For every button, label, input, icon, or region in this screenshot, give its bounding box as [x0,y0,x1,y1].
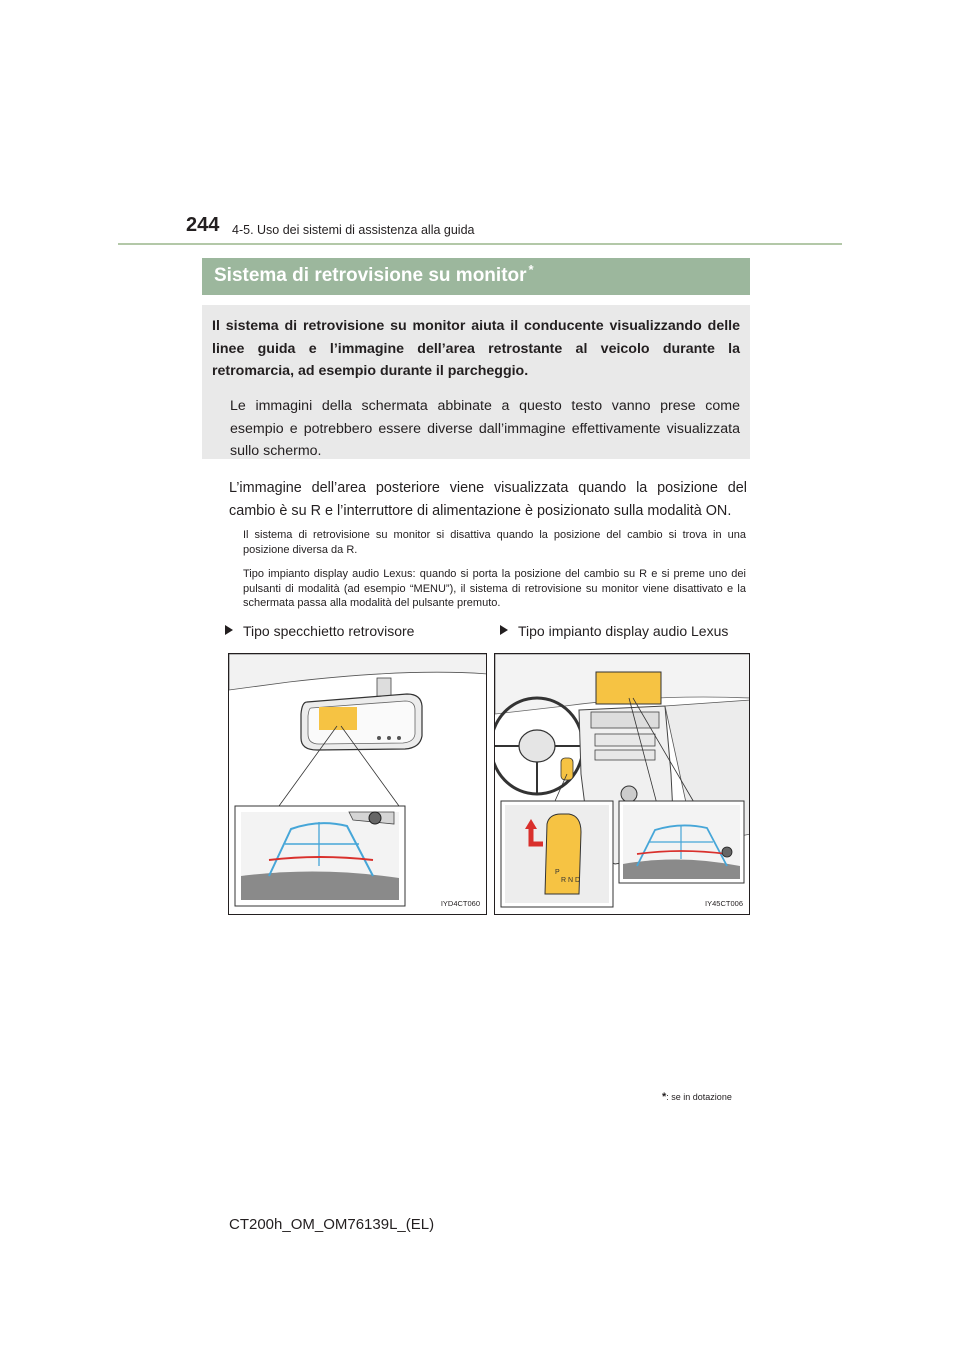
main-paragraph: L’immagine dell’area posteriore viene visualizzata quando la posizione del cambio è su R e l’interruttore di alimentazione è posizionato sulla modalità ON. [229,480,747,519]
dashboard-illustration [495,654,750,915]
figure-code: IYD4CT060 [440,899,480,908]
footnote [662,1091,732,1103]
footnote-marker: * [662,1091,667,1103]
note-item: Tipo impianto display audio Lexus: quando si porta la posizione del cambio su R e si preme uno dei pulsanti di modalità (ad esempio “MENU”), il sistema di retrovisione su monitor viene disattivato e la schermata passa alla modalità del pulsante premuto. [243,568,746,609]
figure-caption-mirror [225,623,414,639]
section-title [214,262,534,287]
running-header: 4-5. Uso dei sistemi di assistenza alla guida [232,223,475,237]
triangle-bullet-icon [500,625,508,635]
footer-document-code: CT200h_OM_OM76139L_(EL) [229,1216,435,1233]
intro-note: Le immagini della schermata abbinate a questo testo vanno prese come esempio e potrebbero essere diverse dall’immagine effettivamente visualizzata sullo schermo. [230,398,740,459]
optional-equipment-marker: * [528,262,534,277]
note-item: Il sistema di retrovisione su monitor si disattiva quando la posizione del cambio si trova in una posizione diversa da R. [243,529,746,556]
figure-mirror [228,653,487,915]
section-title-text: Sistema di retrovisione su monitor [214,265,527,286]
mirror-illustration [229,654,487,915]
footnote-text: : se in dotazione [666,1092,732,1102]
caption-text: Tipo impianto display audio Lexus [518,623,729,639]
figure-code: IY45CT006 [705,899,743,908]
triangle-bullet-icon [225,625,233,635]
svg-text:R N D: R N D [561,877,581,884]
page-number: 244 [186,214,220,236]
mirror-display-highlight [319,707,357,730]
audio-display-highlight [596,672,661,704]
caption-text: Tipo specchietto retrovisore [243,623,415,639]
bumper-area [241,871,399,900]
figure-display [494,653,750,915]
intro-box [202,305,750,459]
svg-text:P: P [555,869,560,876]
section-title-bar [202,258,750,295]
intro-lead: Il sistema di retrovisione su monitor aiuta il conducente visualizzando delle linee guida e l’immagine dell’area retrostante al veicolo durante la retromarcia, ad esempio durante il parcheggio. [212,318,740,379]
header-rule [118,243,842,245]
figure-caption-display [500,623,728,639]
